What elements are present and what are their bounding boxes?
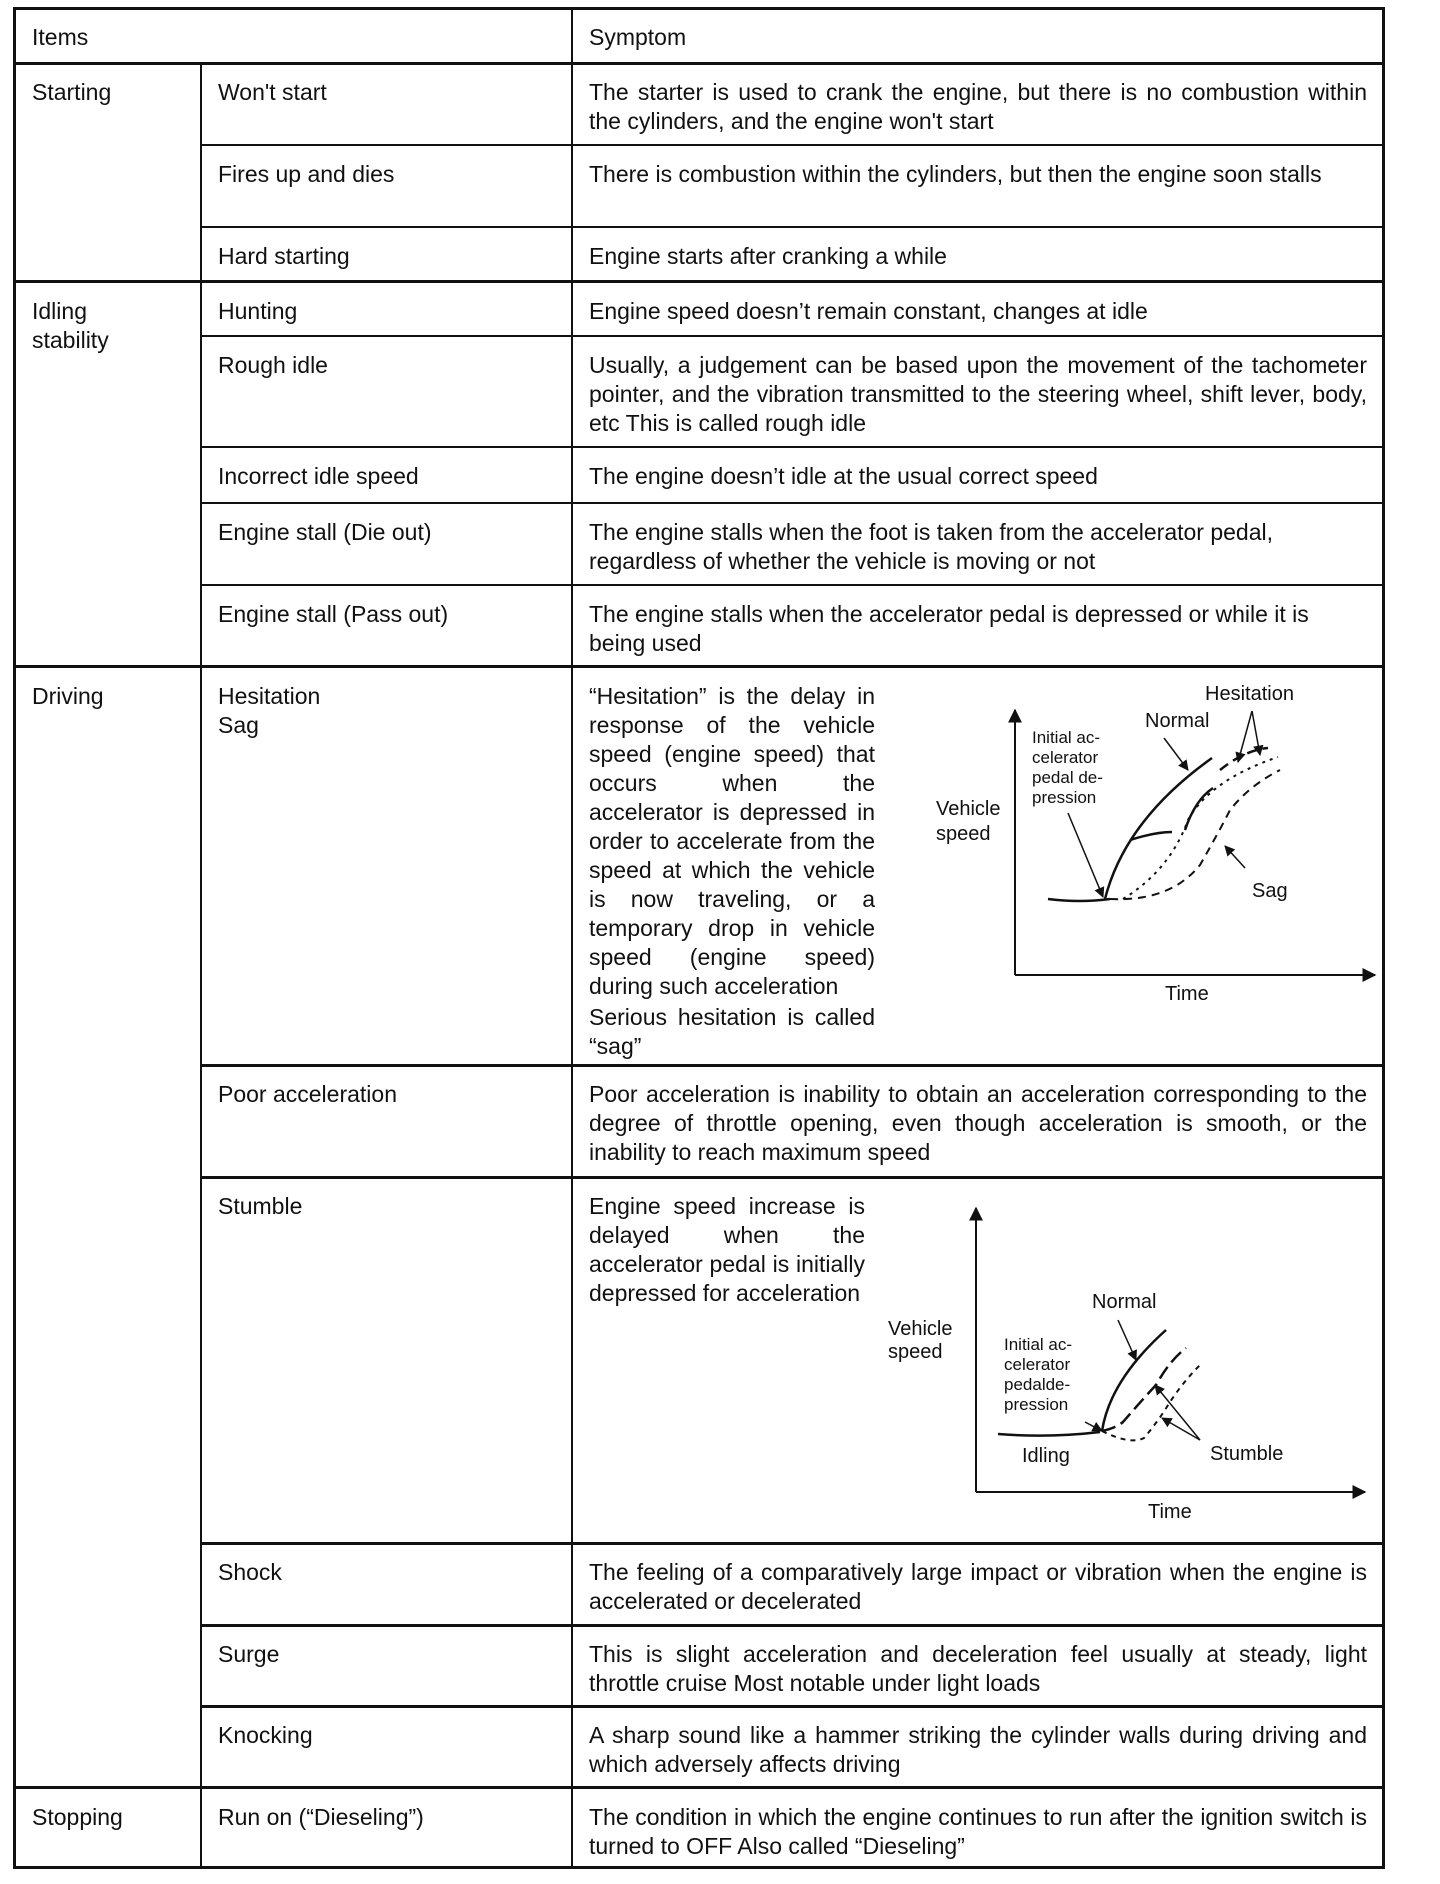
item-poor-acceleration: Poor acceleration (218, 1081, 397, 1107)
symptom-engine-stall-die-out: The engine stalls when the foot is taken from the accelerator pedal, regardless of whether the vehicle is moving or not (589, 519, 1274, 574)
row-divider (200, 584, 1385, 586)
group-driving: Driving (32, 683, 104, 709)
header-items: Items (32, 24, 89, 50)
label-normal: Normal (1145, 710, 1210, 732)
item-rough-idle: Rough idle (218, 352, 328, 378)
symptom-hesitation: “Hesitation” is the delay in response of the vehicle speed (engine speed) that occurs when the accelerator is depressed in order to accelerate from the speed at which the vehicle is now traveling, or a temporary drop in vehicle speed (engine speed) during such acceleration (589, 683, 875, 999)
item-hard-starting: Hard starting (218, 243, 350, 269)
header-symptom: Symptom (589, 24, 687, 50)
label-normal: Normal (1092, 1291, 1157, 1313)
group-divider (13, 1786, 1385, 1789)
symptom-shock: The feeling of a comparatively large impact or vibration when the engine is accelerated or decelerated (589, 1559, 1367, 1614)
label-initial-3: pedal de- (1032, 768, 1103, 787)
symptom-run-on-dieseling: The condition in which the engine continues to run after the ignition switch is turned to OFF Also called “Dieseling” (589, 1804, 1367, 1859)
group-stopping: Stopping (32, 1804, 123, 1830)
label-initial-3: pedalde- (1004, 1375, 1071, 1394)
hesitation-ylabel-2: speed (936, 823, 991, 845)
row-divider (200, 144, 1385, 146)
item-shock: Shock (218, 1559, 282, 1585)
label-initial-2: celerator (1032, 748, 1099, 767)
label-initial-2: celerator (1004, 1355, 1071, 1374)
item-engine-stall-pass-out: Engine stall (Pass out) (218, 601, 449, 627)
stumble-ylabel: Vehicle (888, 1318, 953, 1340)
label-idling: Idling (1022, 1445, 1070, 1467)
symptom-hard-starting: Engine starts after cranking a while (589, 243, 947, 269)
label-hesitation: Hesitation (1205, 683, 1294, 705)
item-incorrect-idle-speed: Incorrect idle speed (218, 463, 419, 489)
hesitation-ylabel: Vehicle (936, 798, 1001, 820)
label-initial-1: Initial ac- (1032, 728, 1101, 747)
item-engine-stall-die-out: Engine stall (Die out) (218, 519, 432, 545)
symptom-poor-acceleration: Poor acceleration is inability to obtain an acceleration corresponding to the degree of throttle opening, even though acceleration is smooth, or the inability to reach maximum speed (589, 1081, 1367, 1165)
item-wont-start: Won't start (218, 79, 327, 105)
item-fires-up-and-dies: Fires up and dies (218, 161, 395, 187)
row-divider (200, 335, 1385, 337)
symptom-hunting: Engine speed doesn’t remain constant, changes at idle (589, 298, 1148, 324)
label-initial-1: Initial ac- (1004, 1335, 1073, 1354)
label-initial-4: pression (1004, 1395, 1069, 1414)
label-sag: Sag (1252, 880, 1288, 902)
symptom-fires-up-and-dies: There is combustion within the cylinders, but then the engine soon stalls (589, 161, 1322, 187)
symptom-rough-idle: Usually, a judgement can be based upon the movement of the tachometer pointer, and the vibration transmitted to the steering wheel, shift lever, body, etc This is called rough idle (589, 352, 1367, 436)
stumble-diagram (880, 1200, 1380, 1540)
group-idling-stability: Idling stability (32, 298, 109, 353)
hesitation-xlabel: Time (1165, 983, 1209, 1005)
item-stumble: Stumble (218, 1193, 303, 1219)
row-divider (200, 502, 1385, 504)
col-divider-group (200, 63, 202, 1869)
item-run-on-dieseling: Run on (“Dieseling”) (218, 1804, 424, 1830)
item-sag: Sag (218, 712, 259, 738)
hesitation-diagram (920, 670, 1390, 1010)
symptom-stumble: Engine speed increase is delayed when the accelerator pedal is initially depressed for acceleration (589, 1193, 865, 1306)
symptom-surge: This is slight acceleration and deceleration feel usually at steady, light throttle cruise Most notable under light loads (589, 1641, 1367, 1696)
row-divider (200, 226, 1385, 228)
group-divider (13, 665, 1385, 668)
symptom-incorrect-idle-speed: The engine doesn’t idle at the usual correct speed (589, 463, 1098, 489)
label-initial-4: pression (1032, 788, 1097, 807)
item-knocking: Knocking (218, 1722, 313, 1748)
group-divider (13, 280, 1385, 283)
row-divider (200, 446, 1385, 448)
symptom-sag: Serious hesitation is called “sag” (589, 1004, 875, 1059)
symptom-wont-start: The starter is used to crank the engine, but there is no combustion within the cylinders, and the engine won't start (589, 79, 1367, 134)
symptom-knocking: A sharp sound like a hammer striking the cylinder walls during driving and which adversely affects driving (589, 1722, 1367, 1777)
group-starting: Starting (32, 79, 112, 105)
item-hunting: Hunting (218, 298, 298, 324)
item-hesitation: Hesitation (218, 683, 321, 709)
stumble-xlabel: Time (1148, 1501, 1192, 1523)
item-surge: Surge (218, 1641, 280, 1667)
symptom-engine-stall-pass-out: The engine stalls when the accelerator pedal is depressed or while it is being used (589, 601, 1309, 656)
stumble-ylabel-2: speed (888, 1341, 943, 1363)
label-stumble: Stumble (1210, 1443, 1284, 1465)
